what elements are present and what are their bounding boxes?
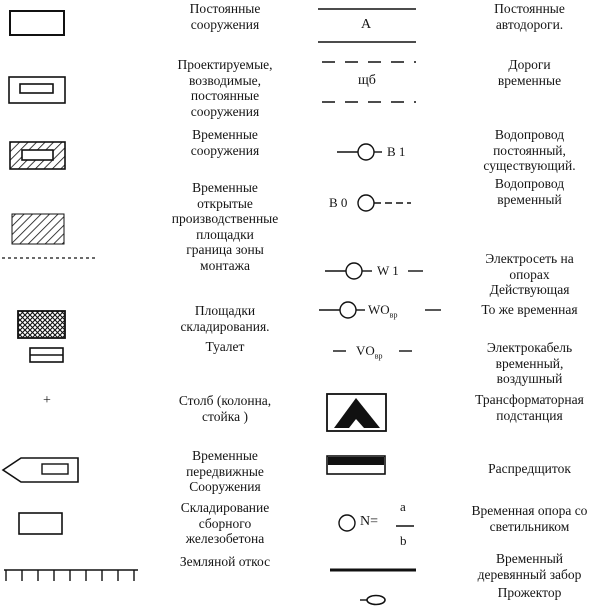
label-temporary-water: Водопровод временный bbox=[494, 176, 565, 207]
label-mobile-structures: Временные передвижные Сооружения bbox=[186, 448, 264, 494]
symbol-temporary-structure bbox=[10, 142, 65, 169]
symbol-power-temp-code bbox=[368, 302, 397, 320]
symbol-light-n: N= bbox=[360, 514, 379, 529]
label-permanent-roads: Постоянные автодороги. bbox=[494, 1, 565, 32]
symbol-water-temp-code: В 0 bbox=[329, 195, 348, 210]
label-switchboard: Распредщиток bbox=[488, 461, 571, 476]
symbol-light-b: b bbox=[400, 533, 407, 548]
symbol-permanent-structure bbox=[10, 11, 64, 35]
label-power-existing: Электросеть на опорах Действующая bbox=[485, 251, 574, 297]
label-projected-structures: Проектируемые, возводимые, постоянные сооружения bbox=[177, 57, 273, 119]
label-spotlight: Прожектор bbox=[497, 585, 562, 600]
symbol-cable-code bbox=[356, 343, 383, 361]
symbol-toilet bbox=[30, 348, 63, 362]
label-permanent-structures: Постоянные сооружения bbox=[189, 1, 261, 32]
symbol-power-temp-sub: вр bbox=[389, 310, 398, 320]
symbol-earth-slope bbox=[4, 570, 138, 581]
symbol-water-perm-code: В 1 bbox=[387, 144, 406, 159]
label-concrete-storage: Складирование сборного железобетона bbox=[180, 500, 270, 546]
symbol-light-a: a bbox=[400, 499, 406, 514]
symbol-temporary-water bbox=[358, 195, 411, 211]
label-temporary-structures: Временные сооружения bbox=[190, 127, 260, 158]
symbol-transformer bbox=[327, 394, 386, 431]
label-fence: Временный деревянный забор bbox=[477, 551, 582, 582]
symbol-power-existing bbox=[325, 263, 423, 279]
symbol-pole-plus: + bbox=[43, 393, 51, 408]
symbol-spotlight bbox=[360, 596, 385, 605]
label-light-pole: Временная опора со светильником bbox=[471, 503, 588, 534]
label-temporary-roads: Дороги временные bbox=[497, 57, 562, 88]
symbol-permanent-water bbox=[337, 144, 382, 160]
symbol-cable-main: VO bbox=[356, 343, 375, 358]
symbol-projected-structure bbox=[9, 77, 65, 103]
symbol-concrete-storage bbox=[19, 513, 62, 534]
symbol-mobile-structure bbox=[3, 458, 78, 482]
label-permanent-water: Водопровод постоянный, существующий. bbox=[483, 127, 576, 173]
symbol-road-letter: А bbox=[361, 17, 372, 32]
label-transformer: Трансформаторная подстанция bbox=[475, 392, 584, 423]
label-cable-temporary: Электрокабель временный, воздушный bbox=[486, 340, 573, 386]
symbol-switchboard bbox=[327, 456, 385, 474]
label-power-temporary: То же временная bbox=[481, 302, 578, 317]
symbol-road-gravel: щб bbox=[358, 73, 376, 88]
symbol-storage-site bbox=[18, 311, 65, 338]
label-pole: Столб (колонна, стойка ) bbox=[178, 393, 272, 424]
label-storage-sites: Площадки складирования. bbox=[180, 303, 270, 334]
symbol-power-perm-code: W 1 bbox=[377, 263, 399, 278]
label-open-production-sites: Временные открытые производственные площадки граница зоны монтажа bbox=[171, 180, 279, 273]
symbol-open-production-site bbox=[12, 214, 64, 244]
label-toilet: Туалет bbox=[205, 339, 245, 354]
label-earth-slope: Земляной откос bbox=[179, 554, 271, 569]
symbol-power-temp-main: WO bbox=[368, 302, 390, 317]
symbol-cable-sub: вр bbox=[374, 351, 383, 361]
